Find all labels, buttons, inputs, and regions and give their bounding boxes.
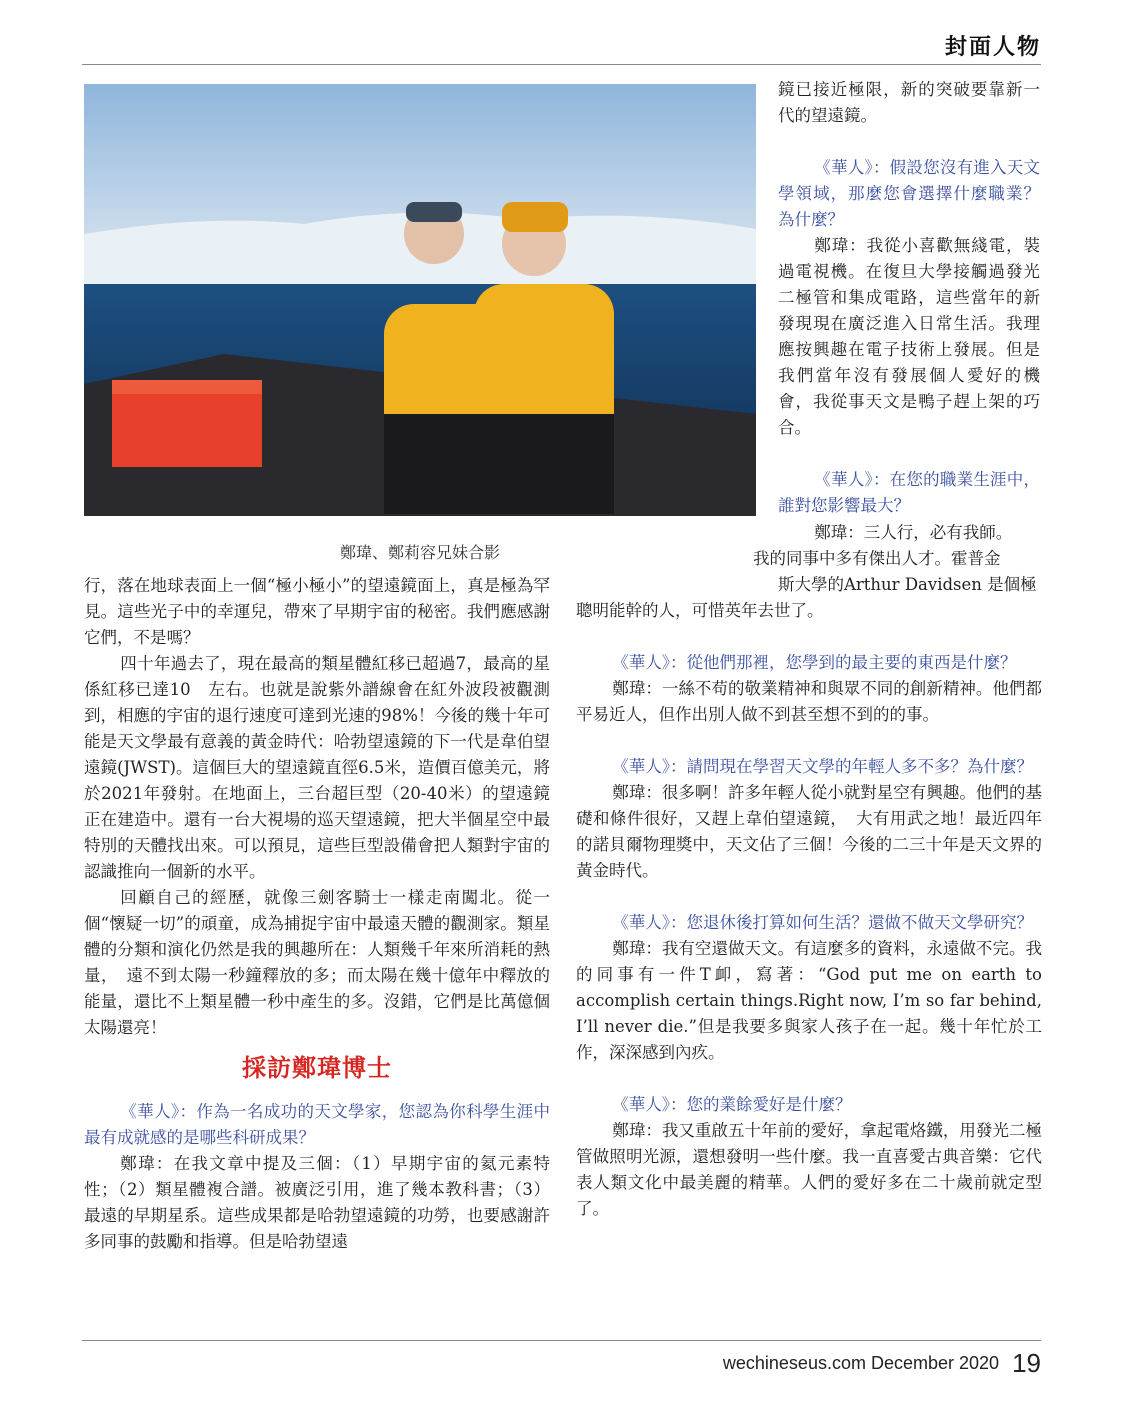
column-right-top <box>778 77 1040 519</box>
interview-answer: 鄭瑋：我又重啟五十年前的愛好，拿起電烙鐵，用發光二極管做照明光源，還想發明一些什麼。我一直喜愛古典音樂：它代表人類文化中最美麗的精華。人們的愛好多在二十歲前就定型了。 <box>576 1121 1042 1218</box>
footer-date: December 2020 <box>870 1353 1000 1373</box>
paragraph: 四十年過去了，現在最高的類星體紅移已超過7，最高的星係紅移已達10 左右。也就是說紫外譜線會在紅外波段被觀測到，相應的宇宙的退行速度可達到光速的98%！今後的幾十年可能是天文學最有意義的黃金時代：哈勃望遠鏡的下一代是韋伯望遠鏡(JWST)。這個巨大的望遠鏡直徑6.5米，造價百億美元，將於2021年發射。在地面上，三台超巨型（20-40米）的望遠鏡正在建造中。還有一台大視場的巡天望遠鏡，把大半個星空中最特別的天體找出來。可以預見，這些巨型設備會把人類對宇宙的認識推向一個新的水平。 <box>84 654 550 881</box>
interview-question: 《華人》：請問現在學習天文學的年輕人多不多？為什麼？ <box>612 757 1034 776</box>
interview-question: 《華人》：假設您沒有進入天文學領域，那麼您會選擇什麼職業？為什麼？ <box>778 158 1040 229</box>
interview-heading: 採訪鄭瑋博士 <box>242 1053 392 1082</box>
footer-site: wechineseus.com <box>722 1353 866 1373</box>
interview-answer: 鄭瑋：一絲不苟的敬業精神和與眾不同的創新精神。他們都平易近人，但作出別人做不到甚至想不到的的事。 <box>576 679 1042 724</box>
interview-answer: 鄭瑋：我有空還做天文。有這麼多的資料，永遠做不完。我的同事有一件T卹，寫著：“God put me on earth to accomplish certain things.Right now, I’m so far behind, I’ll never die.”但是我要多與家人孩子在一起。幾十年忙於工作，深深感到內疚。 <box>576 939 1042 1062</box>
page-number: 19 <box>1012 1348 1041 1378</box>
column-left <box>84 573 550 1255</box>
interview-question: 《華人》：您的業餘愛好是什麼？ <box>612 1095 852 1114</box>
footer-divider <box>82 1340 1041 1341</box>
paragraph: 鏡已接近極限，新的突破要靠新一代的望遠鏡。 <box>778 80 1040 125</box>
interview-answer: 鄭瑋：在我文章中提及三個：（1）早期宇宙的氦元素特性；（2）類星體複合譜。被廣泛引用，進了幾本教科書；（3）最遠的早期星系。這些成果都是哈勃望遠鏡的功勞，也要感謝許多同事的鼓勵和指導。但是哈勃望遠 <box>84 1154 550 1251</box>
paragraph: 回顧自己的經歷，就像三劍客騎士一樣走南闖北。從一個“懷疑一切”的頑童，成為捕捉宇宙中最遠天體的觀測家。類星體的分類和演化仍然是我的興趣所在：人類幾千年來所消耗的熱量， 遠不到太陽一秒鐘釋放的多；而太陽在幾十億年中釋放的能量，還比不上類星體一秒中產生的多。沒錯，它們是比萬億個太陽還亮！ <box>84 888 550 1037</box>
footer <box>723 1348 1041 1379</box>
header-divider <box>82 64 1041 65</box>
photo-illustration <box>84 84 756 516</box>
column-right-bottom <box>576 520 1042 1222</box>
answer-line: 鄭瑋：三人行，必有我師。 <box>814 523 1013 542</box>
answer-line: 我的同事中多有傑出人才。霍普金 <box>753 549 1001 568</box>
photo-caption: 鄭瑋、鄭莉容兄妹合影 <box>339 543 500 562</box>
section-title: 封面人物 <box>944 34 1041 60</box>
answer-line: 斯大學的Arthur Davidsen 是個極 <box>778 575 1037 594</box>
interview-question: 《華人》：您退休後打算如何生活？還做不做天文學研究？ <box>612 913 1034 932</box>
interview-answer: 鄭瑋：很多啊！許多年輕人從小就對星空有興趣。他們的基礎和條件很好，又趕上韋伯望遠鏡， 大有用武之地！最近四年的諾貝爾物理獎中，天文佔了三個！今後的二三十年是天文界的黃金時代。 <box>576 783 1042 880</box>
interview-question: 《華人》：從他們那裡，您學到的最主要的東西是什麼？ <box>612 653 1017 672</box>
answer-line: 聰明能幹的人，可惜英年去世了。 <box>576 601 824 620</box>
interview-answer: 鄭瑋：我從小喜歡無綫電，裝過電視機。在復旦大學接觸過發光二極管和集成電路，這些當年的新發現現在廣泛進入日常生活。我理應按興趣在電子技術上發展。但是我們當年沒有發展個人愛好的機會，我從事天文是鴨子趕上架的巧合。 <box>778 236 1040 437</box>
interview-question: 《華人》：作為一名成功的天文學家，您認為你科學生涯中最有成就感的是哪些科研成果？ <box>84 1102 550 1147</box>
interview-question: 《華人》：在您的職業生涯中，誰對您影響最大？ <box>778 470 1040 515</box>
cover-photo <box>84 84 756 516</box>
paragraph: 行，落在地球表面上一個“極小極小”的望遠鏡面上，真是極為罕見。這些光子中的幸運兒，帶來了早期宇宙的秘密。我們應感謝它們，不是嗎？ <box>84 576 550 647</box>
